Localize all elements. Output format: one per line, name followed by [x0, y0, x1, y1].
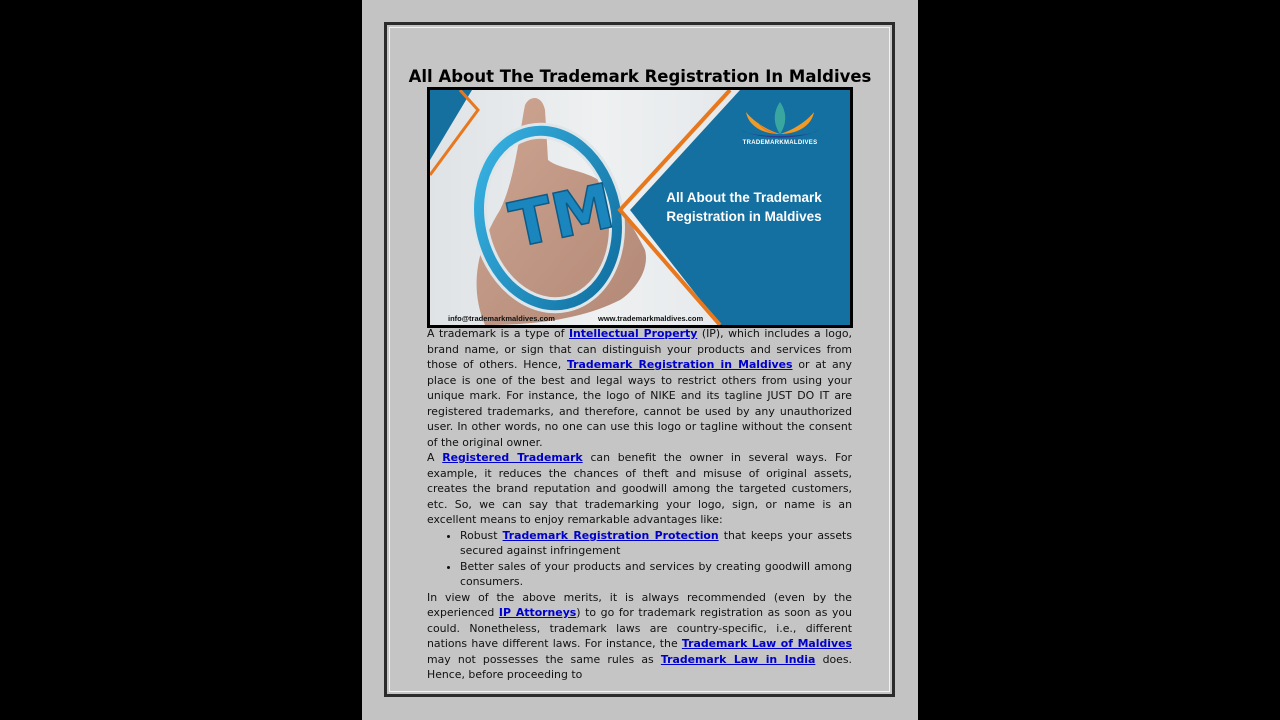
advantages-list — [427, 528, 852, 590]
list-item: • Better sales of your products and services by creating goodwill among consumers. — [460, 559, 852, 590]
link-registered-trademark[interactable]: Registered Trademark — [442, 451, 583, 464]
document-title: All About The Trademark Registration In Maldives — [408, 67, 872, 86]
link-trademark-law-india[interactable]: Trademark Law in India — [660, 652, 816, 666]
banner-image — [427, 87, 853, 328]
tm-text: TM — [503, 169, 621, 263]
banner-graphic — [430, 90, 850, 325]
banner-footer-website: www.trademarkmaldives.com — [598, 314, 704, 323]
document-body — [427, 326, 852, 683]
link-trademark-registration-maldives[interactable]: Trademark Registration in Maldives — [566, 358, 793, 371]
banner-footer-email: info@trademarkmaldives.com — [448, 314, 555, 323]
banner-headline-line2: Registration in Maldives — [666, 209, 822, 224]
list-item: • Robust Trademark Registration Protection that keeps your assets secured against infringement — [460, 528, 852, 559]
paragraph-intro: A trademark is a type of Intellectual Property (IP), which includes a logo, brand name, or sign that can distinguish your products and services from those of others. Hence, Trademark Registration in Maldives or at any place is one of the best and legal ways to restrict others from using your unique mark. For instance, the logo of NIKE and its tagline JUST DO IT are registered trademarks, and therefore, cannot be used by any unauthorized user. In other words, no one can use this logo or tagline without the consent of the original owner. — [427, 327, 852, 449]
link-trademark-registration-protection[interactable]: Trademark Registration Protection — [502, 528, 719, 542]
link-ip-attorneys[interactable]: IP Attorneys — [498, 606, 577, 619]
link-intellectual-property[interactable]: Intellectual Property — [568, 327, 698, 340]
paragraph-recommendation: In view of the above merits, it is always recommended (even by the experienced IP Attorneys) to go for trademark registration as soon as you could. Nonetheless, trademark laws are country-specific, i.e., different nations have different laws. For instance, the Trademark Law of Maldives may not possesses the same rules as Trademark Law in India does. Hence, before proceeding to — [427, 590, 852, 681]
banner-headline-line1: All About the Trademark — [666, 190, 822, 205]
paragraph-benefits: A Registered Trademark can benefit the owner in several ways. For example, it reduces the chances of theft and misuse of original assets, creates the brand reputation and goodwill among the targeted customers, etc. So, we can say that trademarking your logo, sign, or name is an excellent means to enjoy remarkable advantages like: — [427, 451, 852, 526]
banner-logo-text: TRADEMARKMALDIVES — [742, 140, 818, 146]
link-trademark-law-maldives[interactable]: Trademark Law of Maldives — [681, 637, 852, 650]
